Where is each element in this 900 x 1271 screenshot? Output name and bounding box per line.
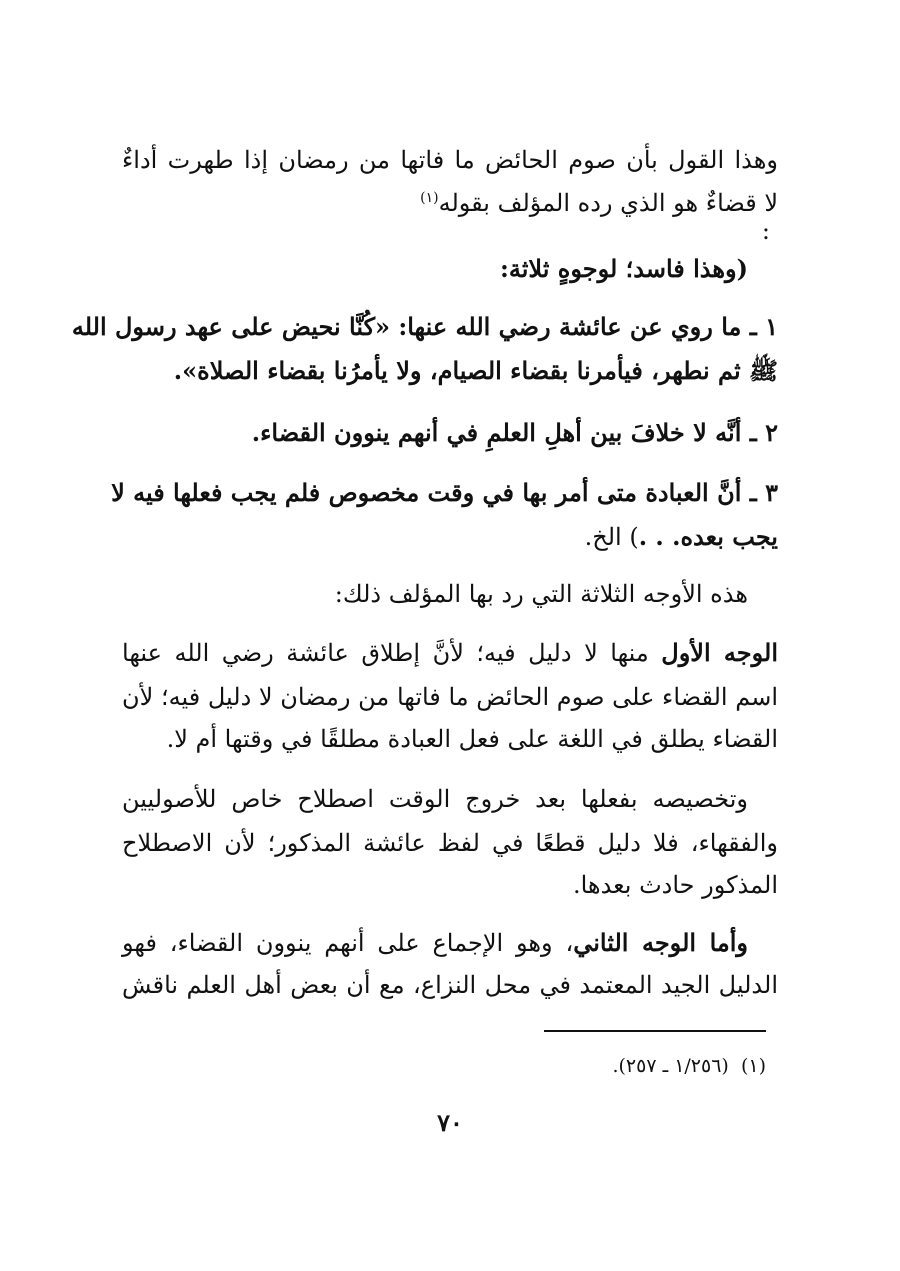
- footnote-marker: (١): [740, 1055, 766, 1077]
- paragraph-7-line-1: [122, 636, 778, 670]
- footnote-separator: [544, 1030, 766, 1032]
- paragraph-1-colon: :: [761, 217, 770, 245]
- paragraph-9-line-1-rest: ، وهو الإجماع على أنهم ينوون القضاء، فهو: [122, 929, 574, 957]
- point-3-line-2-rest: ) الخ.: [584, 523, 639, 551]
- paragraph-7-line-3: القضاء يطلق في اللغة على فعل العبادة مطلقًا في وقتها أم لا.: [166, 725, 778, 753]
- point-1-line-1: ١ ـ ما روي عن عائشة رضي الله عنها: «كُنَّا نحيض على عهد رسول الله: [71, 312, 778, 341]
- paragraph-7-line-2: اسم القضاء على صوم الحائض ما فاتها من رمضان لا دليل فيه؛ لأن: [122, 683, 778, 711]
- paragraph-9-line-1: [122, 926, 748, 960]
- point-3-line-1: ٣ ـ أنَّ العبادة متى أمر بها في وقت مخصوص فلم يجب فعلها فيه لا: [111, 478, 778, 507]
- footnote: [612, 1052, 766, 1080]
- paragraph-8-line-1: وتخصيصه بفعلها بعد خروج الوقت اصطلاح خاص للأصوليين: [122, 785, 748, 813]
- paragraph-1-line-1: وهذا القول بأن صوم الحائض ما فاتها من رمضان إذا طهرت أداءٌ: [122, 146, 778, 174]
- paragraph-7-line-1-rest: منها لا دليل فيه؛ لأنَّ إطلاق عائشة رضي الله عنها: [122, 639, 662, 667]
- second-aspect-heading: وأما الوجه الثاني: [573, 928, 749, 957]
- quote-intro: (وهذا فاسد؛ لوجوهٍ ثلاثة:: [500, 254, 748, 283]
- footnote-text: (١/٢٥٦ ـ ٢٥٧).: [612, 1055, 729, 1077]
- point-3-line-2: [585, 520, 778, 554]
- paragraph-8-line-2: والفقهاء، فلا دليل قطعًا في لفظ عائشة المذكور؛ لأن الاصطلاح: [122, 829, 778, 857]
- first-aspect-heading: الوجه الأول: [661, 638, 778, 667]
- page-number: ٧٠: [437, 1108, 463, 1137]
- paragraph-8-line-3: المذكور حادث بعدها.: [572, 871, 778, 899]
- paragraph-9-line-2: الدليل الجيد المعتمد في محل النزاع، مع أن بعض أهل العلم ناقش: [122, 971, 778, 999]
- point-2: ٢ ـ أنَّه لا خلافَ بين أهلِ العلمِ في أنهم ينوون القضاء.: [251, 418, 778, 447]
- paragraph-1-line-2-text: لا قضاءٌ هو الذي رده المؤلف بقوله: [438, 189, 778, 217]
- paragraph-1-line-2: [420, 186, 778, 220]
- paragraph-6: هذه الأوجه الثلاثة التي رد بها المؤلف ذلك:: [334, 580, 748, 608]
- point-1-line-2: ﷺ ثم نطهر، فيأمرنا بقضاء الصيام، ولا يأمرُنا بقضاء الصلاة».: [173, 356, 778, 385]
- footnote-reference: (١): [420, 190, 439, 206]
- point-3-line-2-bold: يجب بعده. . .: [638, 522, 778, 551]
